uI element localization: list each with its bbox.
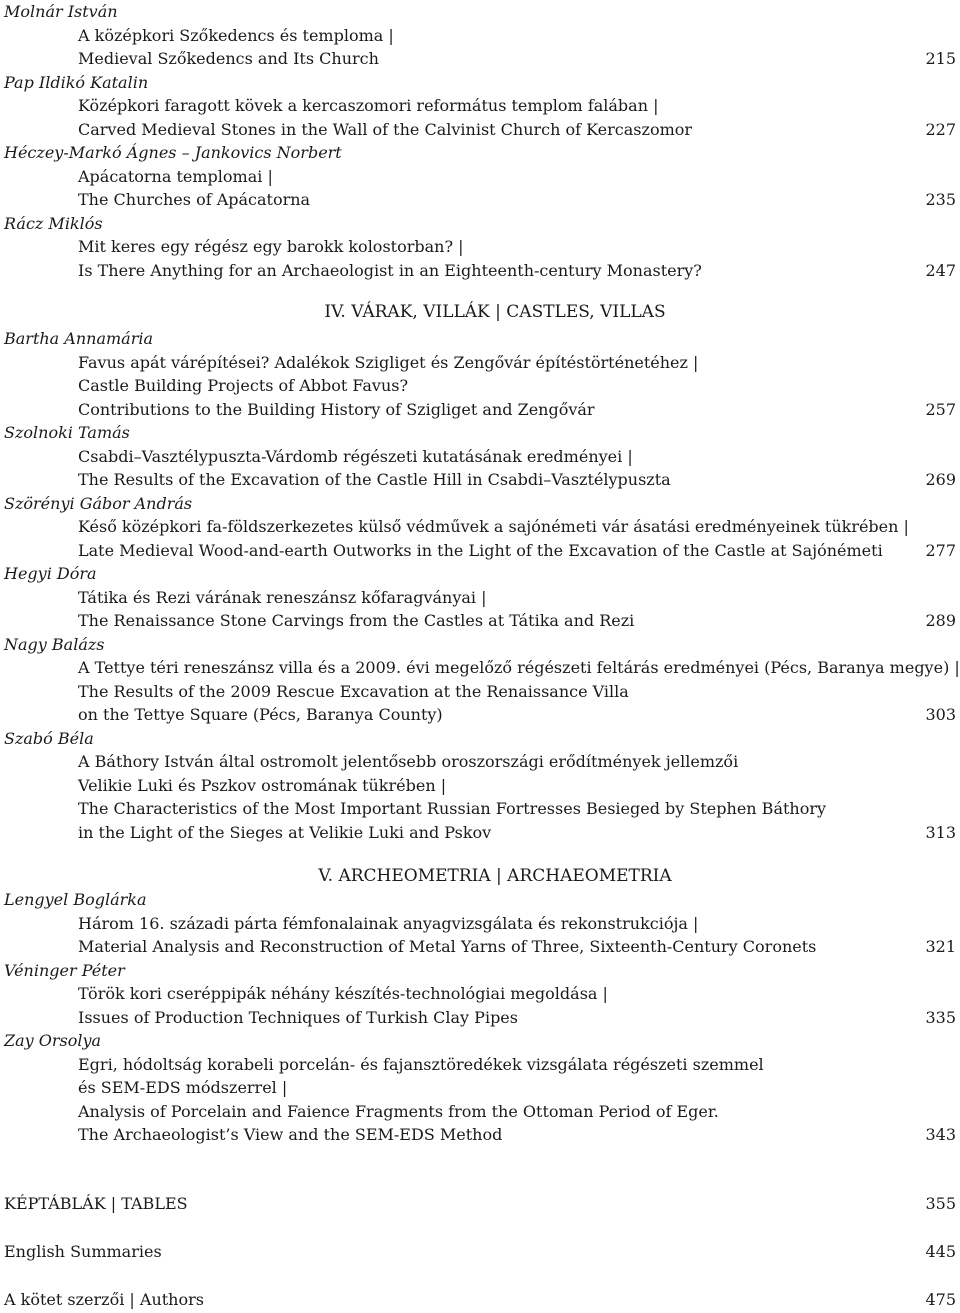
back-matter-title: KÉPTÁBLÁK | TABLES — [4, 1194, 188, 1213]
page-number: 335 — [925, 1007, 956, 1027]
entry-author: Szabó Béla — [4, 728, 94, 748]
entry-title-text: Tátika és Rezi várának reneszánsz kőfaragványai | — [78, 587, 487, 607]
entry-author: Molnár István — [4, 2, 118, 21]
entry-title-line — [0, 750, 960, 774]
entry-title-line — [0, 235, 960, 259]
page-number: 313 — [925, 822, 956, 842]
entry-title-text: Analysis of Porcelain and Faience Fragments from the Ottoman Period of Eger. — [78, 1101, 719, 1121]
entry-title-text: Csabdi–Vasztélypuszta-Várdomb régészeti kutatásának eredményei | — [78, 446, 633, 466]
entry-author: Hegyi Dóra — [4, 564, 97, 583]
entry-title-line — [0, 468, 960, 492]
page-number: 235 — [925, 190, 956, 209]
toc-entry — [0, 212, 960, 283]
entry-title-text: The Archaeologist’s View and the SEM-EDS Method — [78, 1125, 503, 1144]
entry-title-text: The Results of the 2009 Rescue Excavation at the Renaissance Villa — [78, 681, 629, 701]
entry-title-line — [0, 94, 960, 118]
page-number: 277 — [925, 540, 956, 560]
entry-title-text: Castle Building Projects of Abbot Favus? — [78, 376, 409, 395]
entry-title-line — [0, 586, 960, 610]
page-number: 321 — [925, 937, 956, 956]
toc-entry — [0, 633, 960, 727]
page-number: 355 — [925, 1194, 956, 1213]
toc-entry — [0, 421, 960, 492]
entry-title-text: A középkori Szőkedencs és temploma | — [78, 25, 394, 45]
entry-author: Zay Orsolya — [4, 1031, 102, 1050]
entry-title-line — [0, 609, 960, 633]
entry-title-text: Carved Medieval Stones in the Wall of the Calvinist Church of Kercaszomor — [78, 119, 693, 139]
entry-title-line — [0, 703, 960, 727]
entry-title-line — [0, 982, 960, 1006]
page-number: 303 — [925, 705, 956, 724]
entry-title-text: Három 16. századi párta fémfonalainak anyagvizsgálata és rekonstrukciója | — [78, 913, 699, 933]
entry-title-text: Late Medieval Wood-and-earth Outworks in the Light of the Excavation of the Castle at Sajónémeti — [78, 540, 883, 560]
page-number: 343 — [925, 1125, 956, 1144]
back-matter-item — [0, 1288, 960, 1312]
entry-author: Szörényi Gábor András — [4, 493, 193, 513]
entry-title-text: in the Light of the Sieges at Velikie Luki and Pskov — [78, 822, 492, 842]
page-number: 269 — [925, 470, 956, 489]
back-matter-item — [0, 1240, 960, 1264]
entry-title-line — [0, 1076, 960, 1100]
toc-entry — [0, 727, 960, 845]
entry-title-line — [0, 656, 960, 680]
entry-title-text: Késő középkori fa-földszerkezetes külső védművek a sajónémeti vár ásatási eredményeinek tükrében | — [78, 517, 909, 536]
entry-title-line — [0, 374, 960, 398]
entry-title-text: The Renaissance Stone Carvings from the Castles at Tátika and Rezi — [78, 611, 635, 630]
back-matter-title: A kötet szerzői | Authors — [4, 1290, 204, 1309]
toc-entry — [0, 562, 960, 633]
entry-title-line — [0, 935, 960, 959]
entry-title-text: A Báthory István által ostromolt jelentősebb oroszországi erődítmények jellemzői — [78, 752, 739, 771]
entry-title-text: The Churches of Apácatorna — [78, 190, 311, 209]
entry-title-line — [0, 259, 960, 283]
section-heading-v: V. ARCHEOMETRIA | ARCHAEOMETRIA — [318, 866, 672, 886]
entry-author: Pap Ildikó Katalin — [4, 72, 149, 92]
entry-title-text: Issues of Production Techniques of Turkish Clay Pipes — [78, 1007, 518, 1027]
entry-title-text: Török kori cseréppipák néhány készítés-technológiai megoldása | — [78, 984, 608, 1003]
entry-title-text: The Characteristics of the Most Important Russian Fortresses Besieged by Stephen Báthory — [78, 799, 827, 818]
entry-title-text: Középkori faragott kövek a kercaszomori református templom falában | — [78, 96, 659, 115]
entry-title-line — [0, 47, 960, 71]
entry-title-line — [0, 188, 960, 212]
entry-title-text: Contributions to the Building History of Szigliget and Zengővár — [78, 399, 595, 419]
toc-entry — [0, 71, 960, 142]
entry-title-line — [0, 24, 960, 48]
entry-title-line — [0, 539, 960, 563]
entry-title-text: Velikie Luki és Pszkov ostromának tükrében | — [78, 775, 447, 795]
page-number: 445 — [925, 1242, 956, 1261]
toc-entry — [0, 492, 960, 563]
toc-entry — [0, 888, 960, 959]
entry-author: Véninger Péter — [4, 960, 125, 980]
entry-title-line — [0, 1100, 960, 1124]
entry-title-line — [0, 1053, 960, 1077]
entry-author: Héczey-Markó Ágnes – Jankovics Norbert — [4, 143, 342, 162]
page-number: 289 — [925, 611, 956, 630]
entry-title-line — [0, 165, 960, 189]
toc-entries-section-v — [0, 888, 960, 1147]
entry-title-line — [0, 912, 960, 936]
entry-author: Rácz Miklós — [4, 213, 103, 233]
entry-title-line — [0, 1006, 960, 1030]
entry-author: Lengyel Boglárka — [4, 890, 147, 909]
toc-entry — [0, 327, 960, 421]
page-number: 227 — [925, 119, 956, 139]
entry-author: Szolnoki Tamás — [4, 423, 130, 442]
entry-title-text: Medieval Szőkedencs and Its Church — [78, 49, 379, 68]
entry-title-text: Mit keres egy régész egy barokk kolostorban? | — [78, 237, 464, 256]
page-number: 215 — [925, 49, 956, 68]
entry-title-line — [0, 797, 960, 821]
entry-title-text: Favus apát várépítései? Adalékok Szigliget és Zengővár építéstörténetéhez | — [78, 352, 699, 372]
toc-entry — [0, 1029, 960, 1147]
back-matter-item — [0, 1192, 960, 1216]
section-heading-iv: IV. VÁRAK, VILLÁK | CASTLES, VILLAS — [324, 302, 666, 322]
page-number: 475 — [925, 1290, 956, 1309]
entry-title-line — [0, 398, 960, 422]
entry-author: Bartha Annamária — [4, 329, 154, 348]
toc-entries-section-iv — [0, 327, 960, 844]
entry-title-text: on the Tettye Square (Pécs, Baranya County) — [78, 705, 443, 724]
back-matter-title: English Summaries — [4, 1242, 162, 1261]
toc-entry — [0, 141, 960, 212]
entry-title-text: Apácatorna templomai | — [78, 166, 273, 186]
entry-title-line — [0, 821, 960, 845]
toc-entry — [0, 959, 960, 1030]
entry-title-line — [0, 774, 960, 798]
entry-title-line — [0, 118, 960, 142]
page-number: 247 — [925, 260, 956, 280]
entry-title-text: A Tettye téri reneszánsz villa és a 2009. évi megelőző régészeti feltárás eredményei (Pécs, Baranya megye) | — [78, 658, 960, 677]
entry-title-line — [0, 1123, 960, 1147]
entry-author: Nagy Balázs — [4, 634, 105, 654]
entry-title-line — [0, 680, 960, 704]
entry-title-line — [0, 445, 960, 469]
entry-title-line — [0, 515, 960, 539]
entry-title-text: Is There Anything for an Archaeologist in an Eighteenth-century Monastery? — [78, 260, 702, 280]
page-number: 257 — [925, 399, 956, 419]
toc-entries-top — [0, 0, 960, 282]
entry-title-text: Material Analysis and Reconstruction of Metal Yarns of Three, Sixteenth-Century Coronets — [78, 937, 817, 956]
toc-entry — [0, 0, 960, 71]
entry-title-text: és SEM-EDS módszerrel | — [78, 1078, 288, 1097]
entry-title-text: The Results of the Excavation of the Castle Hill in Csabdi–Vasztélypuszta — [78, 470, 671, 489]
entry-title-line — [0, 351, 960, 375]
entry-title-text: Egri, hódoltság korabeli porcelán- és fajansztöredékek vizsgálata régészeti szemmel — [78, 1054, 764, 1074]
